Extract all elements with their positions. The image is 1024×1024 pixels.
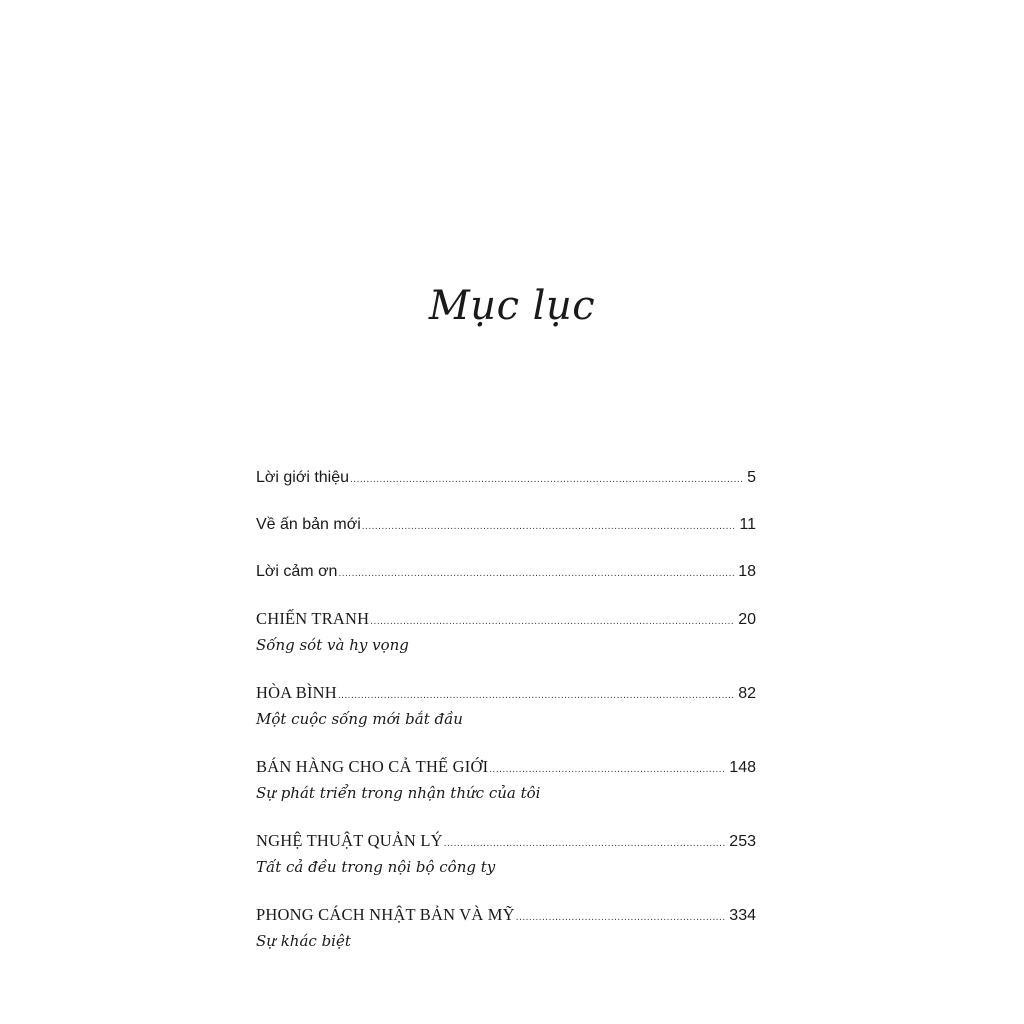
toc-label: Lời cảm ơn xyxy=(256,563,338,580)
toc-entry xyxy=(256,828,756,880)
toc-leader-dots xyxy=(338,561,734,587)
toc-line xyxy=(256,902,756,928)
toc-label: Về ấn bản mới xyxy=(256,516,361,533)
toc-label: HÒA BÌNH xyxy=(256,683,337,702)
toc-line xyxy=(256,559,756,585)
toc-leader-dots xyxy=(370,609,734,635)
toc-subtitle: Một cuộc sống mới bắt đầu xyxy=(256,710,463,728)
toc-leader-dots xyxy=(516,905,726,931)
toc-entry xyxy=(256,902,756,954)
toc-line xyxy=(256,512,756,538)
toc-page-number: 334 xyxy=(729,907,756,924)
toc-entry xyxy=(256,680,756,732)
toc-line xyxy=(256,828,756,854)
page-title: Mục lục xyxy=(428,283,596,329)
toc-entry xyxy=(256,754,756,806)
toc-label: BÁN HÀNG CHO CẢ THẾ GIỚI xyxy=(256,757,489,776)
toc-subtitle: Tất cả đều trong nội bộ công ty xyxy=(256,858,496,876)
toc-line xyxy=(256,680,756,706)
toc-entry xyxy=(256,606,756,658)
toc-subtitle: Sống sót và hy vọng xyxy=(256,636,409,654)
toc-line xyxy=(256,606,756,632)
toc-page-number: 148 xyxy=(729,759,756,776)
table-of-contents xyxy=(256,465,756,954)
toc-entry xyxy=(256,559,756,585)
toc-label: Lời giới thiệu xyxy=(256,469,350,486)
toc-label: CHIẾN TRANH xyxy=(256,609,370,628)
toc-line xyxy=(256,465,756,491)
toc-page-number: 253 xyxy=(729,833,756,850)
toc-page-number: 18 xyxy=(738,563,756,580)
toc-page-number: 20 xyxy=(738,611,756,628)
toc-subtitle: Sự phát triển trong nhận thức của tôi xyxy=(256,784,541,802)
toc-subtitle: Sự khác biệt xyxy=(256,932,351,950)
toc-entry xyxy=(256,465,756,491)
toc-label: PHONG CÁCH NHẬT BẢN VÀ MỸ xyxy=(256,905,515,924)
toc-leader-dots xyxy=(350,467,743,493)
toc-page-number: 82 xyxy=(738,685,756,702)
toc-page-number: 5 xyxy=(747,469,756,486)
toc-page-number: 11 xyxy=(739,516,756,533)
toc-label: NGHỆ THUẬT QUẢN LÝ xyxy=(256,831,443,850)
toc-leader-dots xyxy=(362,514,736,540)
toc-line xyxy=(256,754,756,780)
toc-entry xyxy=(256,512,756,538)
